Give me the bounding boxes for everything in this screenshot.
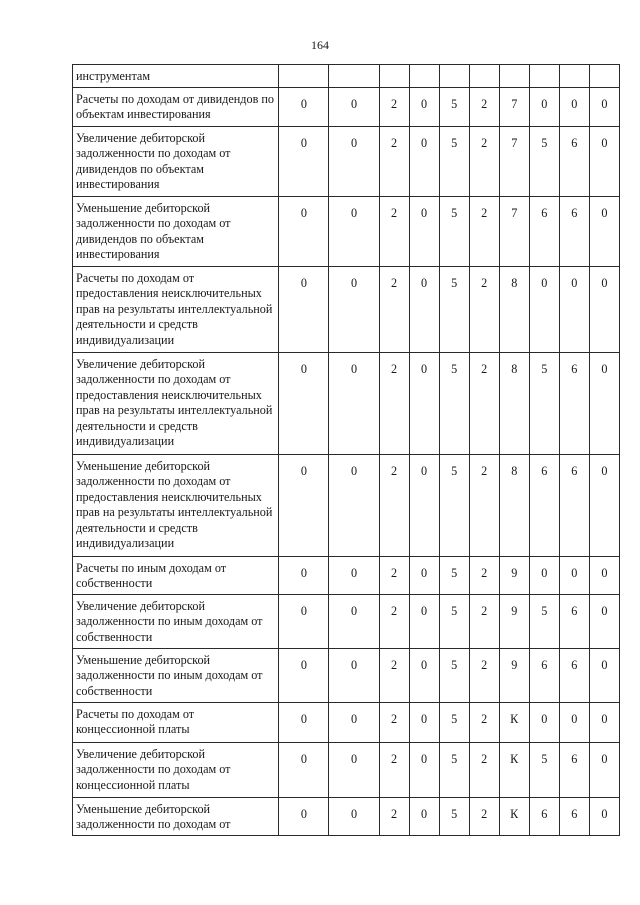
code-digit-cell (439, 65, 469, 88)
code-digit-cell: 0 (409, 87, 439, 126)
code-digit-cell: 6 (529, 797, 559, 835)
table-row (73, 87, 620, 126)
code-digit-cell: 0 (409, 556, 439, 594)
row-label: Увеличение дебиторской задолженности по доходам от дивидендов по объектам инвестирования (73, 126, 279, 196)
row-label: Расчеты по доходам от концессионной платы (73, 702, 279, 742)
code-digit-cell: 0 (279, 352, 329, 454)
code-digit-cell: 2 (379, 742, 409, 797)
code-digit-cell: 0 (279, 266, 329, 352)
code-digit-cell: 5 (439, 702, 469, 742)
code-digit-cell: 6 (559, 797, 589, 835)
code-digit-cell: 0 (279, 126, 329, 196)
code-digit-cell: 0 (329, 702, 379, 742)
code-digit-cell (589, 65, 619, 88)
code-digit-cell: 5 (439, 797, 469, 835)
code-digit-cell: 8 (499, 352, 529, 454)
table-row (73, 126, 620, 196)
code-digit-cell: 0 (529, 87, 559, 126)
code-digit-cell: 0 (529, 702, 559, 742)
code-digit-cell: 0 (589, 87, 619, 126)
table-row (73, 648, 620, 702)
code-digit-cell: 2 (379, 702, 409, 742)
code-digit-cell: 0 (409, 742, 439, 797)
code-digit-cell: 0 (329, 594, 379, 648)
code-digit-cell: 5 (439, 87, 469, 126)
code-digit-cell: 2 (469, 594, 499, 648)
table-row (73, 65, 620, 88)
code-digit-cell: 5 (439, 594, 469, 648)
code-digit-cell: 6 (529, 648, 559, 702)
code-digit-cell: 7 (499, 126, 529, 196)
table-row (73, 266, 620, 352)
code-digit-cell: 0 (279, 648, 329, 702)
code-digit-cell: 2 (469, 352, 499, 454)
code-digit-cell: 0 (279, 742, 329, 797)
code-digit-cell: 0 (529, 266, 559, 352)
code-digit-cell: 0 (559, 266, 589, 352)
code-digit-cell: 0 (329, 797, 379, 835)
code-digit-cell: 5 (529, 352, 559, 454)
code-digit-cell: 6 (529, 454, 559, 556)
code-digit-cell: 5 (439, 454, 469, 556)
code-digit-cell: 0 (589, 648, 619, 702)
table-row (73, 556, 620, 594)
code-digit-cell: 5 (529, 126, 559, 196)
row-label: Уменьшение дебиторской задолженности по доходам от дивидендов по объектам инвестирования (73, 196, 279, 266)
code-digit-cell: 0 (559, 702, 589, 742)
table-row (73, 702, 620, 742)
code-digit-cell: 0 (589, 702, 619, 742)
code-digit-cell: 0 (329, 196, 379, 266)
row-label: Уменьшение дебиторской задолженности по доходам от предоставления неисключительных прав на результаты интеллектуальной деятельности и средств индивидуализации (73, 454, 279, 556)
code-digit-cell: 0 (589, 742, 619, 797)
code-digit-cell: 5 (439, 266, 469, 352)
code-digit-cell: 0 (329, 126, 379, 196)
code-digit-cell: 2 (379, 556, 409, 594)
code-digit-cell: 6 (559, 594, 589, 648)
code-digit-cell: 0 (409, 594, 439, 648)
code-digit-cell: 0 (589, 266, 619, 352)
code-digit-cell: 0 (279, 797, 329, 835)
code-digit-cell: 0 (529, 556, 559, 594)
table-body (73, 65, 620, 836)
code-digit-cell: 0 (589, 556, 619, 594)
code-digit-cell: 2 (469, 126, 499, 196)
row-label: Уменьшение дебиторской задолженности по доходам от (73, 797, 279, 835)
code-digit-cell: К (499, 797, 529, 835)
table-row (73, 352, 620, 454)
code-digit-cell: 0 (559, 87, 589, 126)
page-number: 164 (311, 38, 329, 52)
code-digit-cell: 5 (439, 556, 469, 594)
code-digit-cell: 2 (379, 352, 409, 454)
code-digit-cell: 0 (279, 454, 329, 556)
code-digit-cell: 2 (379, 648, 409, 702)
code-digit-cell: 2 (379, 87, 409, 126)
code-digit-cell: 0 (409, 126, 439, 196)
code-digit-cell: 8 (499, 454, 529, 556)
code-digit-cell: 2 (469, 556, 499, 594)
code-digit-cell: 2 (469, 797, 499, 835)
code-digit-cell: 0 (409, 352, 439, 454)
code-digit-cell: 5 (439, 126, 469, 196)
code-digit-cell: 2 (379, 196, 409, 266)
code-digit-cell: 8 (499, 266, 529, 352)
code-digit-cell: 9 (499, 594, 529, 648)
code-digit-cell: 2 (469, 196, 499, 266)
code-digit-cell: 0 (409, 196, 439, 266)
code-digit-cell: 0 (329, 648, 379, 702)
code-digit-cell (529, 65, 559, 88)
code-digit-cell (379, 65, 409, 88)
code-digit-cell: 2 (469, 266, 499, 352)
code-digit-cell: 0 (559, 556, 589, 594)
code-digit-cell: 0 (329, 352, 379, 454)
code-digit-cell: 0 (409, 266, 439, 352)
code-digit-cell (279, 65, 329, 88)
code-digit-cell: 0 (409, 702, 439, 742)
code-digit-cell: 2 (379, 266, 409, 352)
code-digit-cell: 0 (329, 87, 379, 126)
code-digit-cell: 0 (589, 196, 619, 266)
code-digit-cell: 6 (559, 742, 589, 797)
code-digit-cell: 0 (589, 352, 619, 454)
code-digit-cell: 2 (469, 87, 499, 126)
code-digit-cell: 7 (499, 196, 529, 266)
account-codes-table (72, 64, 620, 836)
code-digit-cell: 2 (379, 594, 409, 648)
code-digit-cell: 2 (379, 797, 409, 835)
code-digit-cell (469, 65, 499, 88)
code-digit-cell: 5 (439, 196, 469, 266)
code-digit-cell: 0 (279, 87, 329, 126)
code-digit-cell: 6 (559, 648, 589, 702)
code-digit-cell: 0 (279, 556, 329, 594)
table-row (73, 594, 620, 648)
code-digit-cell: 0 (589, 454, 619, 556)
code-digit-cell: 6 (559, 196, 589, 266)
code-digit-cell (499, 65, 529, 88)
code-digit-cell: 0 (279, 196, 329, 266)
code-digit-cell: 2 (469, 702, 499, 742)
code-digit-cell: 6 (559, 126, 589, 196)
code-digit-cell: 0 (409, 797, 439, 835)
code-digit-cell: 9 (499, 556, 529, 594)
code-digit-cell: 7 (499, 87, 529, 126)
code-digit-cell: 6 (529, 196, 559, 266)
code-digit-cell: К (499, 742, 529, 797)
code-digit-cell: 0 (409, 454, 439, 556)
code-digit-cell: 0 (589, 797, 619, 835)
code-digit-cell: 2 (469, 454, 499, 556)
table-row (73, 454, 620, 556)
row-label: инструментам (73, 65, 279, 88)
row-label: Расчеты по доходам от предоставления неисключительных прав на результаты интеллектуальной деятельности и средств индивидуализации (73, 266, 279, 352)
code-digit-cell: 0 (279, 594, 329, 648)
row-label: Увеличение дебиторской задолженности по доходам от предоставления неисключительных прав на результаты интеллектуальной деятельности и средств индивидуализации (73, 352, 279, 454)
code-digit-cell: 5 (439, 648, 469, 702)
code-digit-cell: 6 (559, 454, 589, 556)
code-digit-cell: 2 (469, 742, 499, 797)
code-digit-cell: 0 (589, 594, 619, 648)
code-digit-cell: 0 (329, 454, 379, 556)
code-digit-cell: 0 (329, 266, 379, 352)
row-label: Расчеты по доходам от дивидендов по объектам инвестирования (73, 87, 279, 126)
table-row (73, 742, 620, 797)
code-digit-cell: 9 (499, 648, 529, 702)
code-digit-cell: 0 (409, 648, 439, 702)
code-digit-cell (559, 65, 589, 88)
code-digit-cell: 0 (329, 556, 379, 594)
code-digit-cell (409, 65, 439, 88)
code-digit-cell: 5 (439, 352, 469, 454)
code-digit-cell: 2 (469, 648, 499, 702)
table-row (73, 797, 620, 835)
code-digit-cell: 5 (529, 594, 559, 648)
row-label: Увеличение дебиторской задолженности по иным доходам от собственности (73, 594, 279, 648)
code-digit-cell: 5 (529, 742, 559, 797)
row-label: Увеличение дебиторской задолженности по доходам от концессионной платы (73, 742, 279, 797)
row-label: Расчеты по иным доходам от собственности (73, 556, 279, 594)
code-digit-cell (329, 65, 379, 88)
code-digit-cell: 5 (439, 742, 469, 797)
code-digit-cell: 0 (329, 742, 379, 797)
code-digit-cell: К (499, 702, 529, 742)
row-label: Уменьшение дебиторской задолженности по иным доходам от собственности (73, 648, 279, 702)
code-digit-cell: 2 (379, 126, 409, 196)
code-digit-cell: 6 (559, 352, 589, 454)
code-digit-cell: 0 (279, 702, 329, 742)
code-digit-cell: 0 (589, 126, 619, 196)
table-row (73, 196, 620, 266)
code-digit-cell: 2 (379, 454, 409, 556)
